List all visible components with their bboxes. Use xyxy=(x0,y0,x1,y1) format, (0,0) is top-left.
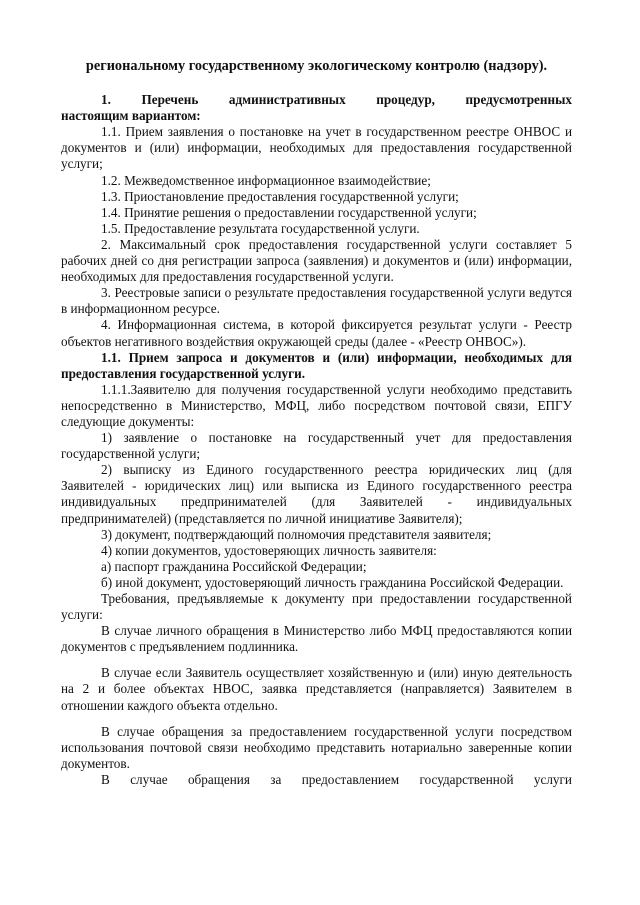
doc-item-2: 2) выписку из Единого государственного реестра юридических лиц (для Заявителей - юридических лиц) или выписка из Единого государственного реестра индивидуальных предпринимателей (для Заявителей - индивидуальных предпринимателей) (представляется по личной инициативе Заявителя); xyxy=(61,462,572,526)
section1-title-line2: настоящим вариантом: xyxy=(61,108,201,124)
doc-item-4: 4) копии документов, удостоверяющих личность заявителя: xyxy=(101,542,437,558)
section11-title: 1.1. Прием запроса и документов и (или) информации, необходимых для предоставления государственной услуги. xyxy=(61,349,572,381)
doc-item-4b: б) иной документ, удостоверяющий личность гражданина Российской Федерации. xyxy=(101,574,564,590)
paragraph-2: 2. Максимальный срок предоставления государственной услуги составляет 5 рабочих дней со дня регистрации запроса (заявления) и документов и (или) информации, необходимых для предоставления государственной услуги. xyxy=(61,236,572,285)
item-1-5: 1.5. Предоставление результата государственной услуги. xyxy=(101,220,420,236)
doc-item-1: 1) заявление о постановке на государственный учет для предоставления государственной услуги; xyxy=(61,430,572,462)
item-1-2: 1.2. Межведомственное информационное взаимодействие; xyxy=(101,172,431,188)
item-1-3: 1.3. Приостановление предоставления государственной услуги; xyxy=(101,188,459,204)
section1-title-line1: 1. Перечень административных процедур, предусмотренных xyxy=(101,92,572,108)
req-last-paragraph: В случае обращения за предоставлением государственной услуги xyxy=(101,771,572,787)
doc-item-4a: а) паспорт гражданина Российской Федерации; xyxy=(101,558,367,574)
req-personal-paragraph: В случае личного обращения в Министерство либо МФЦ предоставляются копии документов с предъявлением подлинника. xyxy=(61,623,572,655)
section11-intro: 1.1.1.Заявителю для получения государственной услуги необходимо представить непосредственно в Министерство, МФЦ, либо посредством почтовой связи, ЕПГУ следующие документы: xyxy=(61,381,572,429)
req-post-paragraph: В случае обращения за предоставлением государственной услуги посредством использования почтовой связи необходимо представить нотариально заверенные копии документов. xyxy=(61,723,572,771)
req-multi-object-paragraph: В случае если Заявитель осуществляет хозяйственную и (или) иную деятельность на 2 и более объектах НВОС, заявка представляется (направляется) Заявителем в отношении каждого объекта отдельно. xyxy=(61,665,572,713)
requirements-paragraph: Требования, предъявляемые к документу при предоставлении государственной услуги: xyxy=(61,591,572,623)
top-heading: региональному государственному экологическому контролю (надзору). xyxy=(85,58,548,74)
doc-item-3: 3) документ, подтверждающий полномочия представителя заявителя; xyxy=(101,526,492,542)
paragraph-3: 3. Реестровые записи о результате предоставления государственной услуги ведутся в информационном ресурсе. xyxy=(61,285,572,317)
item-1-4: 1.4. Принятие решения о предоставлении государственной услуги; xyxy=(101,204,477,220)
paragraph-4: 4. Информационная система, в которой фиксируется результат услуги - Реестр объектов негативного воздействия окружающей среды (далее - «Реестр ОНВОС»). xyxy=(61,317,572,349)
item-1-1: 1.1. Прием заявления о постановке на учет в государственном реестре ОНВОС и документов и (или) информации, необходимых для предоставления государственной услуги; xyxy=(61,124,572,172)
